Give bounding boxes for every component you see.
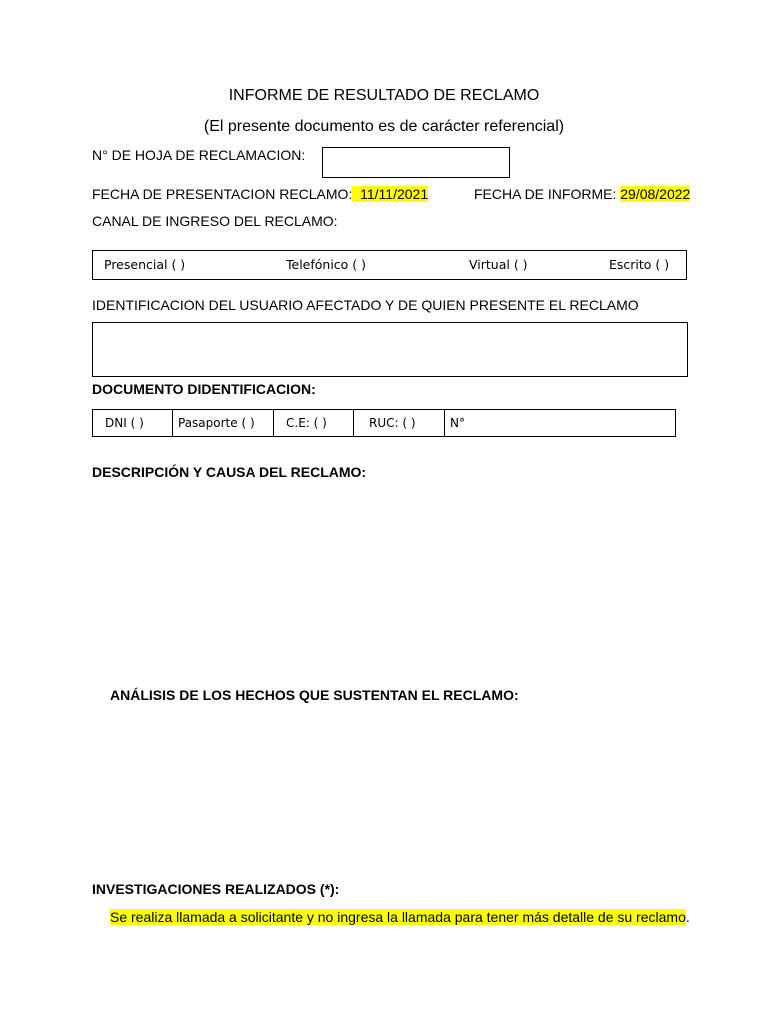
identificacion-box[interactable] xyxy=(92,322,688,377)
hoja-input-box[interactable] xyxy=(322,147,510,178)
fecha-informe-row xyxy=(474,186,690,202)
doc-cell-numero[interactable]: N° xyxy=(450,416,465,430)
fecha-informe-value: 29/08/2022 xyxy=(620,186,691,202)
investigaciones-suffix: . xyxy=(685,909,690,925)
canal-box xyxy=(92,250,687,280)
doc-cell-ruc[interactable]: RUC: ( ) xyxy=(354,410,445,436)
descripcion-label: DESCRIPCIÓN Y CAUSA DEL RECLAMO: xyxy=(92,464,367,480)
canal-option-virtual[interactable]: Virtual ( ) xyxy=(469,257,528,272)
document-title: INFORME DE RESULTADO DE RECLAMO xyxy=(228,87,540,104)
fecha-presentacion-label: FECHA DE PRESENTACION RECLAMO: xyxy=(92,186,353,202)
doc-cell-ce[interactable]: C.E: ( ) xyxy=(274,410,354,436)
fecha-informe-label: FECHA DE INFORME: xyxy=(474,186,617,202)
documento-table xyxy=(92,409,676,437)
hoja-label: N° DE HOJA DE RECLAMACION: xyxy=(92,147,306,163)
canal-option-presencial[interactable]: Presencial ( ) xyxy=(104,257,186,272)
fecha-presentacion-value: 11/11/2021 xyxy=(352,186,429,202)
documento-label: DOCUMENTO DIDENTIFICACION: xyxy=(92,381,316,397)
canal-option-telefonico[interactable]: Telefónico ( ) xyxy=(286,257,367,272)
investigaciones-row xyxy=(110,909,690,925)
document-subtitle: (El presente documento es de carácter referencial) xyxy=(203,118,565,135)
investigaciones-text: Se realiza llamada a solicitante y no ingresa la llamada para tener más detalle de su reclamo xyxy=(110,909,686,925)
doc-cell-dni[interactable]: DNI ( ) xyxy=(93,410,173,436)
fecha-presentacion-row xyxy=(92,186,428,202)
canal-label: CANAL DE INGRESO DEL RECLAMO: xyxy=(92,213,338,229)
canal-option-escrito[interactable]: Escrito ( ) xyxy=(609,257,670,272)
doc-cell-pasaporte[interactable]: Pasaporte ( ) xyxy=(173,410,274,436)
identificacion-label: IDENTIFICACION DEL USUARIO AFECTADO Y DE QUIEN PRESENTE EL RECLAMO xyxy=(92,297,639,313)
analisis-label: ANÁLISIS DE LOS HECHOS QUE SUSTENTAN EL RECLAMO: xyxy=(110,687,519,703)
investigaciones-label: INVESTIGACIONES REALIZADOS (*): xyxy=(92,881,340,897)
